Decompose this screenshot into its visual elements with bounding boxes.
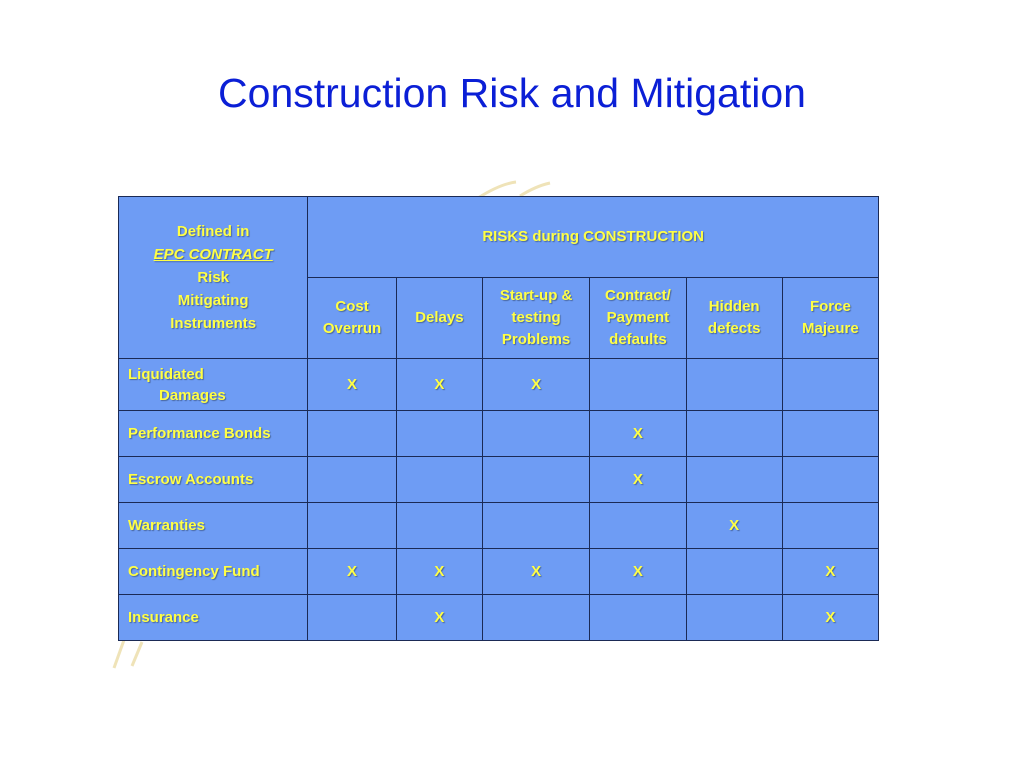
column-header-line: Force (809, 298, 851, 315)
column-header-line: defects (707, 320, 761, 337)
table-cell (782, 457, 878, 503)
slide-title: Construction Risk and Mitigation (218, 70, 806, 116)
table-cell: X (483, 549, 590, 595)
column-header (686, 278, 782, 359)
table-cell (308, 411, 396, 457)
column-header-line: Cost (335, 298, 369, 315)
risks-header: RISKS during CONSTRUCTION (308, 197, 879, 278)
corner-line: Mitigating (177, 292, 249, 309)
row-label (119, 595, 308, 641)
column-header-line: Overrun (322, 320, 382, 337)
table-cell (782, 411, 878, 457)
column-header (308, 278, 396, 359)
table-cell (308, 503, 396, 549)
table-cell (396, 457, 482, 503)
decorative-swoosh-bottom (108, 636, 158, 670)
table-cell (483, 595, 590, 641)
table-cell (396, 411, 482, 457)
row-label-line: Contingency Fund (128, 563, 260, 580)
table-row (119, 359, 879, 411)
table-cell (483, 503, 590, 549)
instruments-header-cell (119, 197, 308, 359)
corner-line: Instruments (170, 315, 257, 332)
table-row (119, 595, 879, 641)
column-header (590, 278, 686, 359)
table-cell: X (396, 595, 482, 641)
row-label (119, 359, 308, 411)
column-header-line: Hidden (708, 298, 760, 315)
table-cell (782, 359, 878, 411)
row-label-line: Liquidated (128, 365, 204, 383)
epc-contract-label: EPC CONTRACT (153, 246, 273, 263)
row-label-line: Escrow Accounts (128, 471, 254, 488)
row-label-line: Warranties (128, 517, 205, 534)
table-cell: X (590, 411, 686, 457)
table-cell (308, 457, 396, 503)
table-cell (396, 503, 482, 549)
column-header-line: Start-up & (499, 287, 573, 304)
column-header (782, 278, 878, 359)
table-cell (686, 457, 782, 503)
table-cell (782, 503, 878, 549)
risk-mitigation-table (118, 196, 879, 641)
table-cell (483, 411, 590, 457)
table-cell: X (308, 549, 396, 595)
corner-line: Risk (197, 269, 230, 286)
table-header-row (119, 197, 879, 278)
table-cell (590, 359, 686, 411)
table-cell: X (308, 359, 396, 411)
row-label (119, 549, 308, 595)
column-header-line: testing (511, 309, 561, 326)
row-label (119, 457, 308, 503)
column-header-line: defaults (609, 331, 667, 348)
table-row (119, 411, 879, 457)
row-label-line: Performance Bonds (128, 425, 271, 442)
table-cell (686, 411, 782, 457)
column-header-line: Problems (501, 331, 571, 348)
table-cell (686, 359, 782, 411)
table-row (119, 503, 879, 549)
row-label (119, 411, 308, 457)
table-cell (686, 549, 782, 595)
column-header-line: Delays (415, 309, 464, 326)
table-cell (590, 503, 686, 549)
table-cell (686, 595, 782, 641)
column-header-line: Majeure (802, 320, 859, 337)
table-cell (483, 457, 590, 503)
table-cell: X (590, 457, 686, 503)
table-cell: X (483, 359, 590, 411)
row-label (119, 503, 308, 549)
row-label-line: Insurance (128, 609, 199, 626)
column-header (396, 278, 482, 359)
table-cell: X (396, 359, 482, 411)
table-cell: X (782, 595, 878, 641)
table-row (119, 457, 879, 503)
table-cell: X (782, 549, 878, 595)
column-header (483, 278, 590, 359)
table-cell: X (396, 549, 482, 595)
row-label-line: Damages (159, 386, 226, 404)
table-cell (590, 595, 686, 641)
table-cell (308, 595, 396, 641)
column-header-line: Contract/ (604, 287, 671, 304)
table-cell: X (590, 549, 686, 595)
table-cell: X (686, 503, 782, 549)
table-row (119, 549, 879, 595)
column-header-line: Payment (606, 309, 670, 326)
corner-line: Defined in (176, 223, 250, 240)
